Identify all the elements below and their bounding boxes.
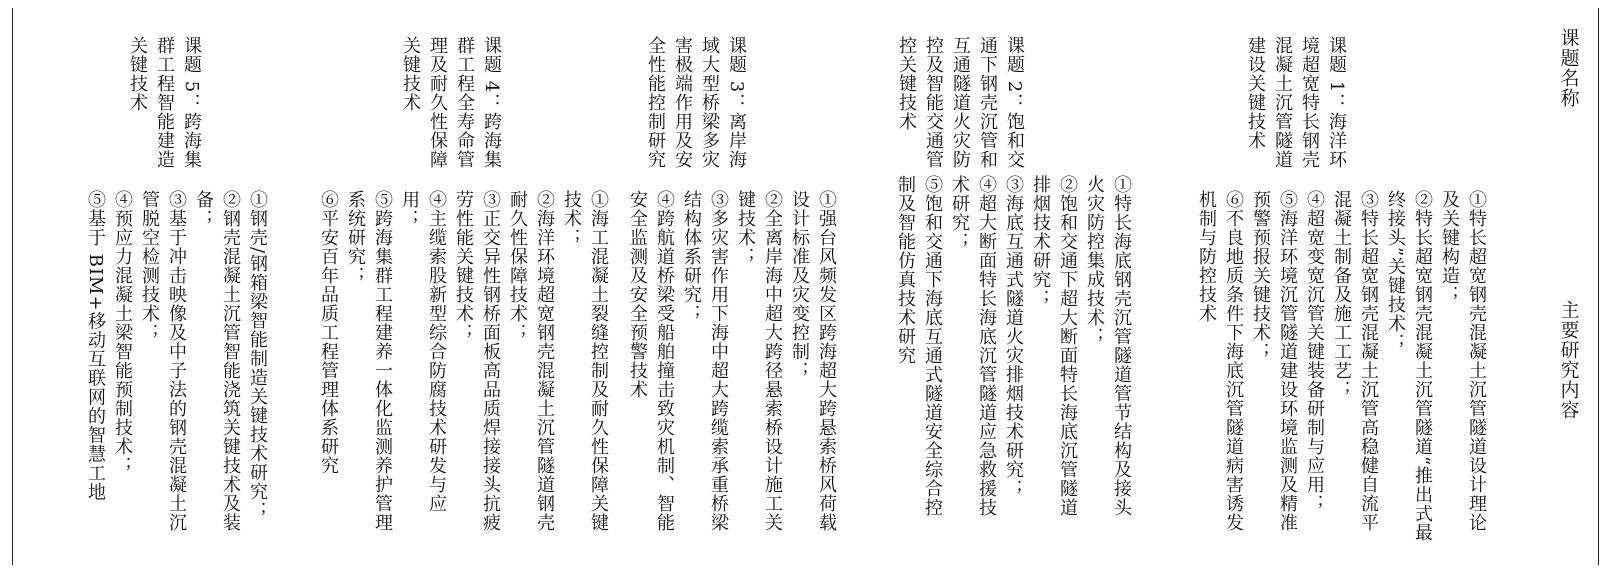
topic-5-item-5: ⑤基于 BIM+移动互联网的智慧工地 (85, 190, 106, 502)
topic-4-item-2: ②海洋环境超宽钢壳混凝土沉管隧道钢壳耐久性保障技术； (507, 190, 555, 532)
topic-1-content (1170, 190, 1490, 550)
topic-1-item-3: ③特长超宽钢壳混凝土沉管高稳健自流平混凝土制备及施工工艺； (1331, 190, 1379, 532)
topic-2-item-4: ④超大断面特长海底沉管隧道应急救援技术研究； (949, 175, 997, 517)
topic-2-item-1: ①特长海底钢壳沉管隧道管节结构及接头火灾防控集成技术； (1084, 175, 1132, 517)
topic-4-item-3: ③正交异性钢桥面板高品质焊接接头抗疲劳性能关键技术； (453, 190, 501, 532)
topic-3-item-4: ④跨航道桥梁受船舶撞击致灾机制、智能安全监测及安全预警技术 (627, 190, 675, 532)
topic-1-item-2: ②特长超宽钢壳混凝土沉管隧道“推出式最终接头”关键技术； (1385, 190, 1433, 543)
topic-1-item-5: ⑤海洋环境沉管隧道建设环境监测及精准预警预报关键技术； (1250, 190, 1298, 532)
header-research-content: 主要研究内容 (1557, 300, 1580, 420)
topic-2-item-2: ②饱和交通下超大断面特长海底沉管隧道排烟技术研究； (1030, 175, 1078, 517)
topic-5-item-4: ④预应力混凝土梁智能预制技术； (112, 190, 133, 475)
topic-2-title: 课题 2：饱和交通下钢壳沉管和互通隧道火灾防控及智能交通管控关键技术 (896, 36, 1025, 170)
topic-2-content (865, 175, 1135, 535)
topic-4-item-4: ④主缆索股新型综合防腐技术研发与应用； (399, 190, 447, 513)
topic-5-title: 课题 5：跨海集群工程智能建造关键技术 (127, 36, 202, 170)
topic-4-title: 课题 4：跨海集群工程全寿命管理及耐久性保障关键技术 (400, 36, 502, 170)
topic-3-item-2: ②全离岸海中超大跨径悬索桥设计施工关键技术； (735, 190, 783, 532)
topic-3-item-1: ①强台风频发区跨海超大跨悬索桥风荷载设计标准及灾变控制； (789, 190, 837, 532)
topic-1-title: 课题 1：海洋环境超宽特长钢壳混凝土沉管隧道建设关键技术 (1245, 36, 1347, 170)
topic-4-item-5: ⑤跨海集群工程建养一体化监测养护管理系统研究； (345, 190, 393, 532)
topic-1-item-6: ⑥不良地质条件下海底沉管隧道病害诱发机制与防控技术 (1196, 190, 1244, 532)
topic-5-item-3: ③基于冲击映像及中子法的钢壳混凝土沉管脱空检测技术； (139, 190, 187, 532)
topic-1-item-4: ④超宽变宽沉管关键装备研制与应用； (1304, 190, 1325, 513)
table-right-border (1598, 8, 1599, 565)
header-topic-name: 课题名称 (1557, 28, 1580, 108)
table-left-border (12, 8, 13, 565)
topic-2-item-3: ③海底互通式隧道火灾排烟技术研究； (1003, 175, 1024, 498)
topic-4-item-6: ⑥平安百年品质工程管理体系研究 (318, 190, 339, 475)
topic-5-content (36, 190, 271, 550)
topic-5-item-1: ①钢壳/钢箱梁智能制造关键技术研究； (247, 190, 268, 521)
topic-4-content (312, 190, 612, 550)
topic-4-item-1: ①海工混凝土裂缝控制及耐久性保障关键技术； (561, 190, 609, 532)
topic-1-item-1: ①特长超宽钢壳混凝土沉管隧道设计理论及关键构造； (1439, 190, 1487, 532)
topic-5-item-2: ②钢壳混凝土沉管智能浇筑关键技术及装备； (193, 190, 241, 532)
topic-2-item-5: ⑤饱和交通下海底互通式隧道安全综合控制及智能仿真技术研究 (895, 175, 943, 517)
topic-3-item-3: ③多灾害作用下海中超大跨缆索承重桥梁结构体系研究； (681, 190, 729, 532)
topic-3-content (610, 190, 840, 550)
topic-3-title: 课题 3：离岸海域大型桥梁多灾害极端作用及安全性能控制研究 (645, 36, 747, 170)
